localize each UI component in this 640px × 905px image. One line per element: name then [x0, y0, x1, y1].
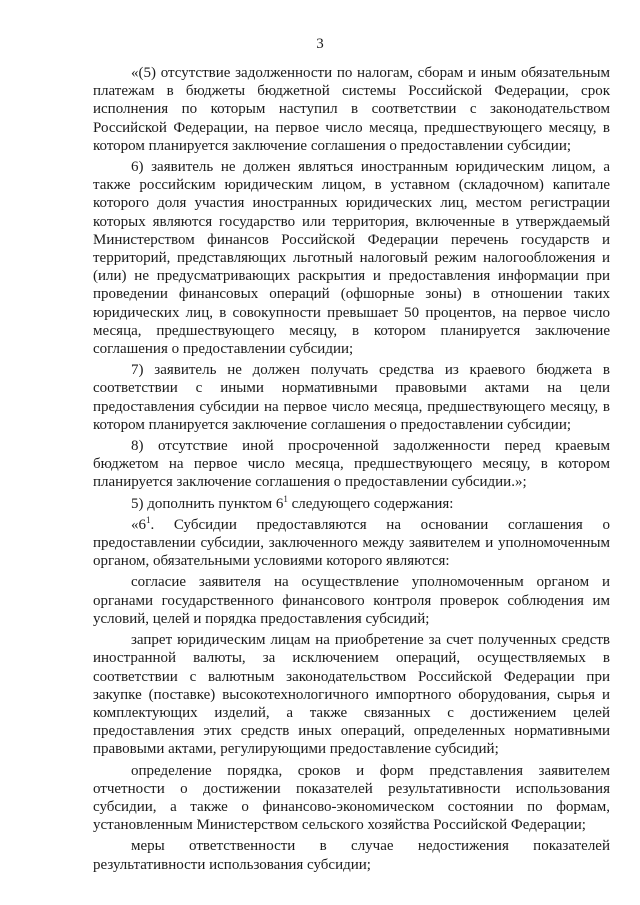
superscript: 1	[146, 514, 151, 525]
paragraph-consent: согласие заявителя на осуществление уполномоченным органом и органами государственного финансового контроля проверок соблюдения им условий, целей и порядка предоставления субсидий;	[93, 574, 610, 627]
superscript: 1	[283, 493, 288, 504]
document-body	[93, 64, 610, 877]
paragraph-item-7: 7) заявитель не должен получать средства из краевого бюджета в соответствии с иными нормативными правовыми актами на цели предоставления субсидии на первое число месяца, предшествующего месяцу, в котором планируется заключение соглашения о предоставлении субсидии;	[93, 362, 610, 433]
page-number: 3	[316, 36, 324, 52]
paragraph-item-5: «(5) отсутствие задолженности по налогам, сборам и иным обязательным платежам в бюджеты бюджетной системы Российской Федерации, срок исполнения по которым наступил в соответствии с законодательством Российской Федерации, на первое число месяца, предшествующего месяцу, в котором планируется заключение соглашения о предоставлении субсидии;	[93, 65, 610, 154]
paragraph-item-6: 6) заявитель не должен являться иностранным юридическим лицом, а также российским юридическим лицом, в уставном (складочном) капитале которого доля участия иностранных юридических лиц, местом регистрации которых являются государство или территория, включенные в утверждаемый Министерством финансов Российской Федерации перечень государств и территорий, представляющих льготный налоговый режим налогообложения и (или) не предусматривающих раскрытия и предоставления информации при проведении финансовых операций (офшорные зоны) в отношении таких юридических лиц, в совокупности превышает 50 процентов, на первое число месяца, предшествующего месяцу, в котором планируется заключение соглашения о предоставлении субсидии;	[93, 159, 610, 358]
paragraph-text: 5) дополнить пунктом 6	[131, 495, 284, 512]
paragraph-text: . Субсидии предоставляются на основании соглашения о предоставлении субсидии, заключенного между заявителем и уполномоченным органом, обязательными условиями которого являются:	[93, 516, 610, 570]
paragraph-text: следующего содержания:	[287, 495, 454, 512]
paragraph-item-8: 8) отсутствие иной просроченной задолженности перед краевым бюджетом на первое число месяца, предшествующего месяцу, в котором планируется заключение соглашения о предоставлении субсидии.»;	[93, 438, 610, 491]
paragraph-amendment-5	[93, 495, 610, 513]
paragraph-currency-ban: запрет юридическим лицам на приобретение за счет полученных средств иностранной валюты, за исключением операций, осуществляемых в соответствии с валютным законодательством Российской Федерации при закупке (поставке) высокотехнологичного импортного оборудования, сырья и комплектующих изделий, а также связанных с достижением целей предоставления этих средств иных операций, определенных нормативными правовыми актами, регулирующими предоставление субсидий;	[93, 632, 610, 758]
paragraph-liability: меры ответственности в случае недостижения показателей результативности использования субсидии;	[93, 838, 610, 873]
paragraph-clause-6-1	[93, 516, 610, 571]
paragraph-reporting: определение порядка, сроков и форм представления заявителем отчетности о достижении показателей результативности использования субсидии, а также о финансово-экономическом состоянии по формам, установленным Министерством сельского хозяйства Российской Федерации;	[93, 762, 610, 834]
paragraph-text: «6	[131, 516, 146, 533]
